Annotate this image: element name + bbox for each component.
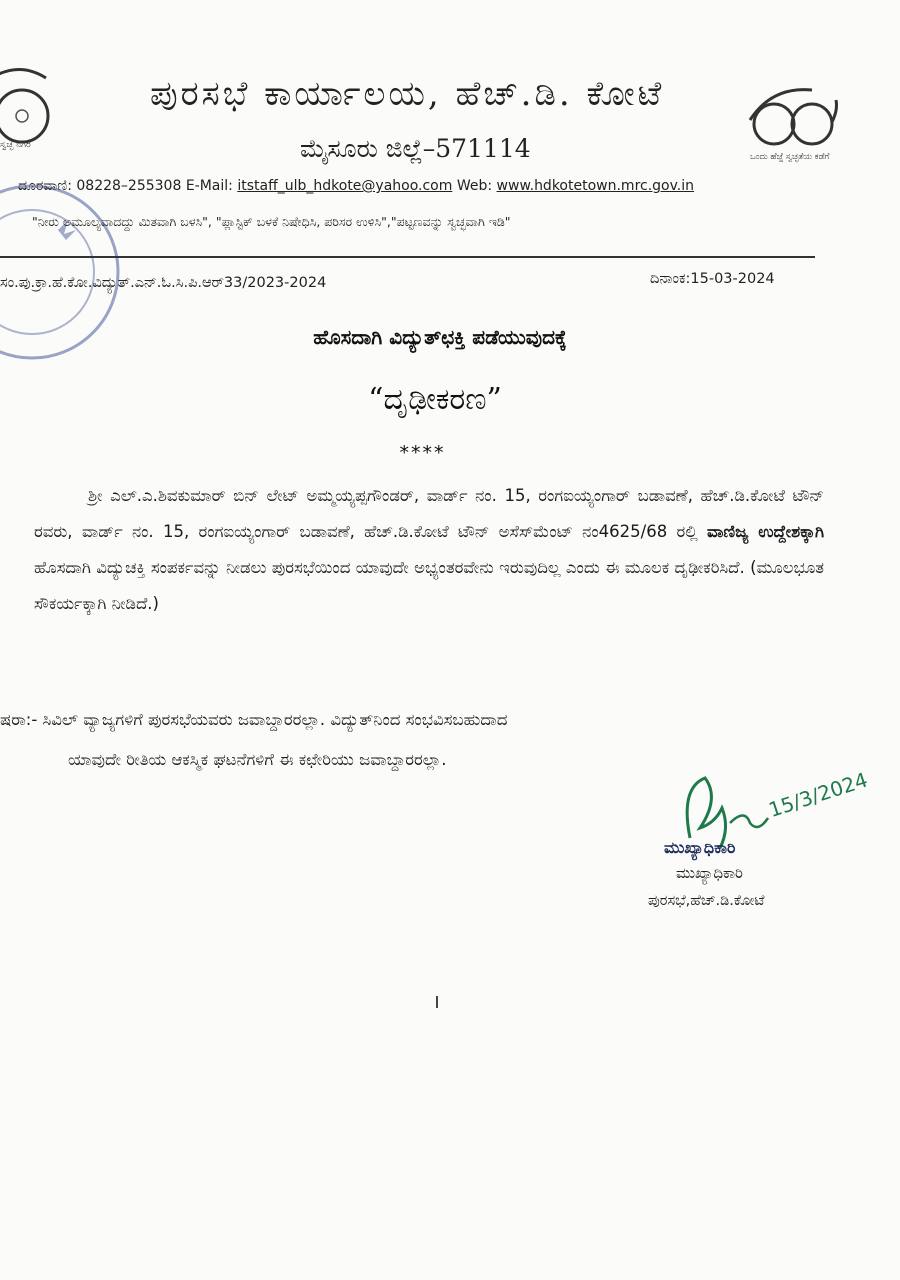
contact-line [18,178,798,194]
reference-number: ಸಂ.ಪು.ಕ್ರಾ.ಹೆ.ಕೋ.ವಿದ್ಯುತ್.ಎನ್.ಓ.ಸಿ.ಪಿ.ಆರ್33/2023-2024 [0,275,327,291]
logo-caption-right: ಒಂದು ಹೆಜ್ಜೆ ಸ್ವಚ್ಛತೆಯ ಕಡೆಗೆ [750,152,830,162]
logo-caption-left: ಸ್ವಚ್ಛ ನಗರ [0,140,31,150]
remark-line-2: ಯಾವುದೇ ರೀತಿಯ ಆಕಸ್ಮಿಕ ಘಟನೆಗಳಿಗೆ ಈ ಕಛೇರಿಯು ಜವಾಬ್ದಾರರಲ್ಲಾ. [68,750,447,769]
page-mark [436,996,438,1008]
website-link[interactable]: www.hdkotetown.mrc.gov.in [496,178,695,194]
document-date: ದಿನಾಂಕ:15-03-2024 [650,271,775,287]
stars-separator: **** [399,442,446,464]
signatory-title: ಮುಖ್ಯಾಧಿಕಾರಿ [676,864,743,882]
slogan-line: "ನೀರು ಅಮೂಲ್ಯವಾದದ್ದು ಮಿತವಾಗಿ ಬಳಸಿ", "ಪ್ಲಾಸ್ಟಿಕ್ ಬಳಕೆ ನಿಷೇಧಿಸಿ, ಪರಿಸರ ಉಳಿಸಿ","ಪಟ್ಟಣವನ್ನು ಸ್ವಚ್ಛವಾಗಿ ಇಡಿ" [32,214,511,229]
email-label: E-Mail: [185,178,233,194]
signature-stamp-line: ಮುಖ್ಯಾಧಿಕಾರಿ [664,838,736,857]
remark-line-1: ಷರಾ:- ಸಿವಿಲ್ ವ್ಯಾಜ್ಯಗಳಿಗೆ ಪುರಸಭೆಯವರು ಜವಾಬ್ದಾರರಲ್ಲಾ. ವಿದ್ಯುತ್‌ನಿಂದ ಸಂಭವಿಸಬಹುದಾದ [0,710,508,729]
body-part-2: ಹೊಸದಾಗಿ ವಿದ್ಯುಚಕ್ತಿ ಸಂಪರ್ಕವನ್ನು ನೀಡಲು ಪುರಸಭೆಯಿಂದ ಯಾವುದೇ ಅಭ್ಯಂತರವೇನು ಇರುವುದಿಲ್ಲ ಎಂದು ಈ ಮೂಲಕ ದೃಢೀಕರಿಸಿದೆ. (ಮೂಲಭೂತ ಸೌಕರ್ಯಕ್ಕಾಗಿ ನೀಡಿದೆ.) [34,558,824,613]
signatory-office: ಪುರಸಭೆ,ಹೆಚ್.ಡಿ.ಕೋಟೆ [648,893,765,909]
municipal-logo-left [0,58,74,170]
phone: ದೂರವಾಣಿ: 08228–255308 [18,178,182,194]
subject-heading: ಹೊಸದಾಗಿ ವಿದ್ಯುತ್‌ಛಕ್ತಿ ಪಡೆಯುವುದಕ್ಕೆ [313,325,567,349]
office-title: ಪುರಸಭೆ ಕಾರ್ಯಾಲಯ, ಹೆಚ್.ಡಿ. ಕೋಟೆ [150,74,665,114]
body-part-1: ಶ್ರೀ ಎಲ್.ಎ.ಶಿವಕುಮಾರ್ ಬಿನ್ ಲೇಟ್ ಅಮ್ಮಯ್ಯಪ್ಪಗೌಂಡರ್, ವಾರ್ಡ್ ನಂ. 15, ರಂಗಐಯ್ಯಂಗಾರ್ ಬಡಾವಣೆ, ಹೆಚ್.ಡಿ.ಕೋಟೆ ಟೌನ್ ರವರು, ವಾರ್ಡ್ ನಂ. 15, ರಂಗಐಯ್ಯಂಗಾರ್ ಬಡಾವಣೆ, ಹೆಚ್.ಡಿ.ಕೋಟೆ ಟೌನ್ ಅಸೆಸ್‌ಮೆಂಟ್ ನಂ4625/68 ರಲ್ಲಿ [34,486,824,541]
certificate-body [34,478,824,622]
district-pincode: ಮೈಸೂರು ಜಿಲ್ಲೆ–571114 [300,134,531,163]
email-link[interactable]: itstaff_ulb_hdkote@yahoo.com [237,178,453,194]
header-divider [0,256,815,258]
body-bold-purpose: ವಾಣಿಜ್ಯ ಉದ್ದೇಶಕ್ಕಾಗಿ [707,522,824,541]
handwritten-date: 15/3/2024 [765,767,871,823]
certificate-title: “ದೃಢೀಕರಣ” [368,382,502,417]
web-label: Web: [456,178,493,194]
